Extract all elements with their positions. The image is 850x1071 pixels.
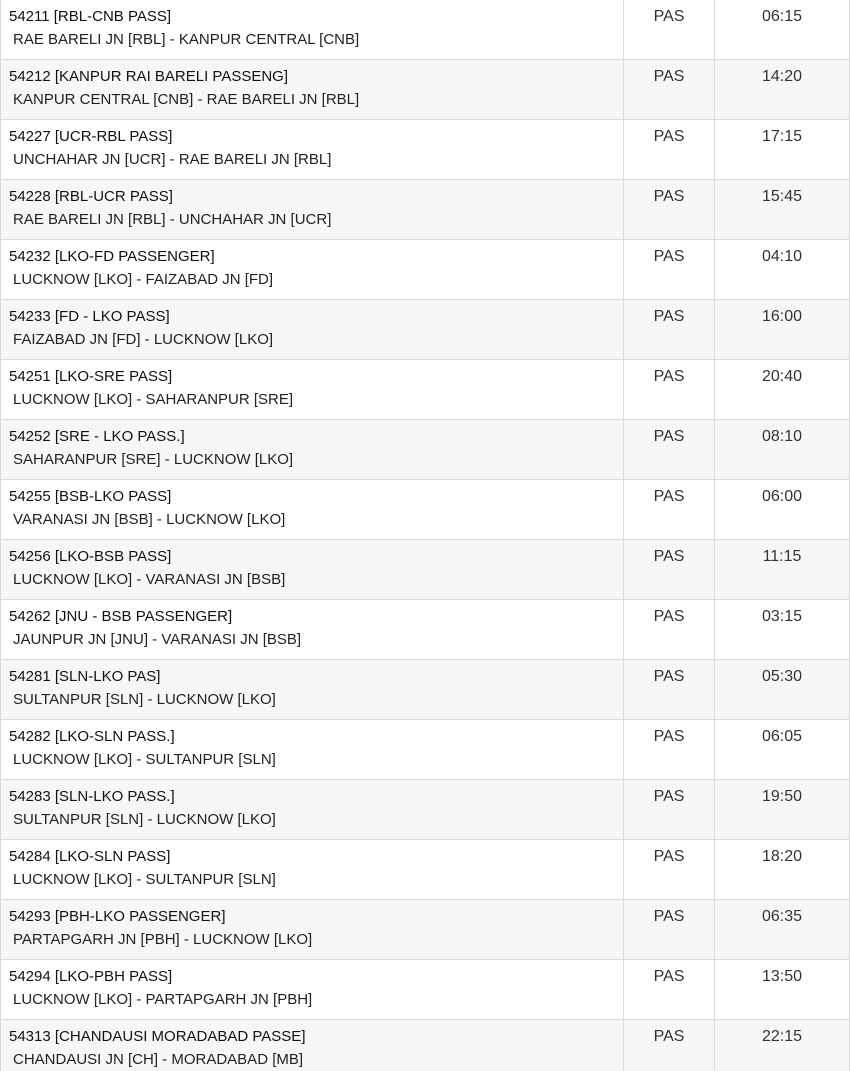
- train-name[interactable]: 54228 [RBL-UCR PASS]: [9, 188, 173, 205]
- train-cell: [1, 840, 624, 899]
- train-route: LUCKNOW [LKO] - SULTANPUR [SLN]: [13, 751, 276, 768]
- train-type: PAS: [624, 60, 715, 119]
- departure-time: 22:15: [761, 1028, 803, 1045]
- table-row[interactable]: [1, 720, 849, 780]
- train-name[interactable]: 54281 [SLN-LKO PAS]: [9, 668, 161, 685]
- departure-time: 08:10: [761, 428, 803, 445]
- train-route: LUCKNOW [LKO] - FAIZABAD JN [FD]: [13, 271, 274, 288]
- train-cell: [1, 120, 624, 179]
- train-route: FAIZABAD JN [FD] - LUCKNOW [LKO]: [13, 331, 274, 348]
- table-row[interactable]: [1, 660, 849, 720]
- departure-time: 15:45: [761, 188, 803, 205]
- train-cell: [1, 540, 624, 599]
- table-row[interactable]: [1, 300, 849, 360]
- train-name[interactable]: 54282 [LKO-SLN PASS.]: [9, 728, 175, 745]
- train-type: PAS: [624, 780, 715, 839]
- train-route: PARTAPGARH JN [PBH] - LUCKNOW [LKO]: [13, 931, 313, 948]
- train-route: SAHARANPUR [SRE] - LUCKNOW [LKO]: [13, 451, 294, 468]
- table-row[interactable]: [1, 60, 849, 120]
- table-row[interactable]: [1, 900, 849, 960]
- departure-time: 04:10: [761, 248, 803, 265]
- departure-time: 06:15: [761, 8, 803, 25]
- train-cell: [1, 60, 624, 119]
- train-route: RAE BARELI JN [RBL] - UNCHAHAR JN [UCR]: [13, 211, 332, 228]
- train-route: LUCKNOW [LKO] - SAHARANPUR [SRE]: [13, 391, 294, 408]
- train-name[interactable]: 54227 [UCR-RBL PASS]: [9, 128, 173, 145]
- train-route: RAE BARELI JN [RBL] - KANPUR CENTRAL [CNB]: [13, 31, 360, 48]
- train-type: PAS: [624, 600, 715, 659]
- train-cell: [1, 660, 624, 719]
- train-cell: [1, 720, 624, 779]
- train-route: SULTANPUR [SLN] - LUCKNOW [LKO]: [13, 811, 276, 828]
- train-cell: [1, 420, 624, 479]
- train-type: PAS: [624, 480, 715, 539]
- departure-time: 19:50: [761, 788, 803, 805]
- train-cell: [1, 600, 624, 659]
- departure-time: 11:15: [762, 548, 802, 565]
- train-type: PAS: [624, 900, 715, 959]
- train-name[interactable]: 54212 [KANPUR RAI BARELI PASSENG]: [9, 68, 289, 85]
- departure-time: 13:50: [761, 968, 803, 985]
- departure-time: 16:00: [761, 308, 803, 325]
- train-type: PAS: [624, 360, 715, 419]
- departure-time: 14:20: [761, 68, 803, 85]
- train-type: PAS: [624, 120, 715, 179]
- train-route: UNCHAHAR JN [UCR] - RAE BARELI JN [RBL]: [13, 151, 332, 168]
- train-route: LUCKNOW [LKO] - VARANASI JN [BSB]: [13, 571, 286, 588]
- train-name[interactable]: 54283 [SLN-LKO PASS.]: [9, 788, 175, 805]
- table-row[interactable]: [1, 360, 849, 420]
- train-cell: [1, 180, 624, 239]
- train-type: PAS: [624, 1020, 715, 1071]
- train-name[interactable]: 54262 [JNU - BSB PASSENGER]: [9, 608, 233, 625]
- train-type: PAS: [624, 300, 715, 359]
- train-cell: [1, 300, 624, 359]
- table-row[interactable]: [1, 180, 849, 240]
- train-cell: [1, 1020, 624, 1071]
- table-row[interactable]: [1, 780, 849, 840]
- train-type: PAS: [624, 540, 715, 599]
- train-route: LUCKNOW [LKO] - SULTANPUR [SLN]: [13, 871, 276, 888]
- departure-time: 17:15: [761, 128, 803, 145]
- table-row[interactable]: [1, 540, 849, 600]
- train-route: CHANDAUSI JN [CH] - MORADABAD [MB]: [13, 1051, 304, 1068]
- train-type: PAS: [624, 420, 715, 479]
- train-cell: [1, 360, 624, 419]
- train-name[interactable]: 54211 [RBL-CNB PASS]: [9, 8, 172, 25]
- departure-time: 05:30: [761, 668, 803, 685]
- train-cell: [1, 900, 624, 959]
- train-type: PAS: [624, 180, 715, 239]
- train-route: KANPUR CENTRAL [CNB] - RAE BARELI JN [RBL]: [13, 91, 360, 108]
- train-name[interactable]: 54256 [LKO-BSB PASS]: [9, 548, 172, 565]
- departure-time: 20:40: [761, 368, 803, 385]
- departure-time: 06:05: [761, 728, 803, 745]
- table-row[interactable]: [1, 960, 849, 1020]
- train-name[interactable]: 54251 [LKO-SRE PASS]: [9, 368, 173, 385]
- train-name[interactable]: 54313 [CHANDAUSI MORADABAD PASSE]: [9, 1028, 306, 1045]
- train-type: PAS: [624, 960, 715, 1019]
- train-cell: [1, 480, 624, 539]
- train-name[interactable]: 54284 [LKO-SLN PASS]: [9, 848, 171, 865]
- train-route: SULTANPUR [SLN] - LUCKNOW [LKO]: [13, 691, 276, 708]
- train-type: PAS: [624, 720, 715, 779]
- departure-time: 18:20: [761, 848, 803, 865]
- table-row[interactable]: [1, 420, 849, 480]
- train-name[interactable]: 54293 [PBH-LKO PASSENGER]: [9, 908, 226, 925]
- table-row[interactable]: [1, 120, 849, 180]
- train-name[interactable]: 54233 [FD - LKO PASS]: [9, 308, 170, 325]
- train-cell: [1, 0, 624, 59]
- train-cell: [1, 240, 624, 299]
- train-cell: [1, 960, 624, 1019]
- table-row[interactable]: [1, 840, 849, 900]
- train-type: PAS: [624, 0, 715, 59]
- table-row[interactable]: [1, 0, 849, 60]
- train-type: PAS: [624, 840, 715, 899]
- table-row[interactable]: [1, 240, 849, 300]
- train-route: VARANASI JN [BSB] - LUCKNOW [LKO]: [13, 511, 286, 528]
- train-name[interactable]: 54294 [LKO-PBH PASS]: [9, 968, 173, 985]
- train-name[interactable]: 54255 [BSB-LKO PASS]: [9, 488, 172, 505]
- table-row[interactable]: [1, 600, 849, 660]
- departure-time: 03:15: [761, 608, 803, 625]
- train-type: PAS: [624, 660, 715, 719]
- train-route: JAUNPUR JN [JNU] - VARANASI JN [BSB]: [13, 631, 302, 648]
- train-cell: [1, 780, 624, 839]
- train-type: PAS: [624, 240, 715, 299]
- train-name[interactable]: 54232 [LKO-FD PASSENGER]: [9, 248, 215, 265]
- departure-time: 06:00: [761, 488, 803, 505]
- train-name[interactable]: 54252 [SRE - LKO PASS.]: [9, 428, 185, 445]
- table-row[interactable]: [1, 480, 849, 540]
- departure-time: 06:35: [761, 908, 803, 925]
- train-route: LUCKNOW [LKO] - PARTAPGARH JN [PBH]: [13, 991, 313, 1008]
- table-row[interactable]: [1, 1020, 849, 1071]
